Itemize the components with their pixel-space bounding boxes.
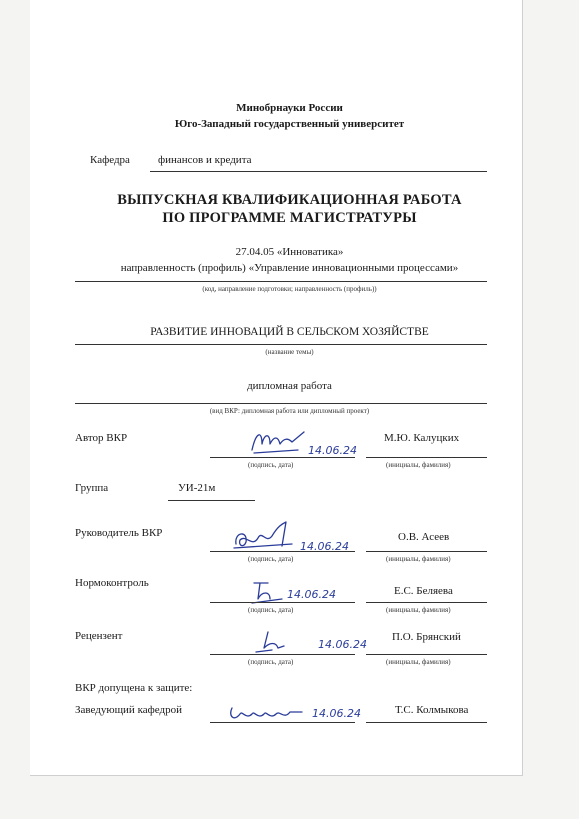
direction-profile: направленность (профиль) «Управление инновационными процессами» bbox=[120, 262, 459, 274]
head-of-department-date: 14.06.24 bbox=[312, 707, 361, 720]
group-underline bbox=[168, 500, 255, 501]
reviewer-name: П.О. Брянский bbox=[392, 631, 461, 643]
supervisor-label: Руководитель ВКР bbox=[75, 527, 163, 539]
reviewer-date: 14.06.24 bbox=[318, 638, 367, 651]
author-signature bbox=[248, 426, 308, 456]
direction-underline bbox=[75, 281, 487, 282]
head-of-department-signature bbox=[226, 698, 310, 728]
norm-control-name-line bbox=[366, 602, 487, 603]
reviewer-sign-caption: (подпись, дата) bbox=[248, 658, 294, 666]
topic-value: РАЗВИТИЕ ИННОВАЦИЙ В СЕЛЬСКОМ ХОЗЯЙСТВЕ bbox=[150, 326, 429, 338]
reviewer-label: Рецензент bbox=[75, 630, 123, 642]
document-title-line1: ВЫПУСКНАЯ КВАЛИФИКАЦИОННАЯ РАБОТА bbox=[117, 192, 462, 208]
author-name: М.Ю. Калуцких bbox=[384, 432, 460, 444]
norm-control-date: 14.06.24 bbox=[287, 588, 336, 601]
supervisor-name-caption: (инициалы, фамилия) bbox=[386, 555, 451, 563]
work-type-value: дипломная работа bbox=[247, 380, 332, 392]
reviewer-sign-line bbox=[210, 654, 355, 655]
norm-control-name-caption: (инициалы, фамилия) bbox=[386, 606, 451, 614]
head-of-department-label: Заведующий кафедрой bbox=[75, 704, 182, 716]
author-label: Автор ВКР bbox=[75, 432, 128, 444]
ministry-name: Минобрнауки России bbox=[236, 102, 343, 114]
university-name: Юго-Западный государственный университет bbox=[174, 118, 405, 130]
head-name-line bbox=[366, 722, 487, 723]
author-date: 14.06.24 bbox=[308, 444, 357, 457]
norm-control-sign-caption: (подпись, дата) bbox=[248, 606, 294, 614]
document-title-line2: ПО ПРОГРАММЕ МАГИСТРАТУРЫ bbox=[162, 210, 417, 226]
author-name-line bbox=[366, 457, 487, 458]
author-sign-caption: (подпись, дата) bbox=[248, 461, 294, 469]
supervisor-sign-caption: (подпись, дата) bbox=[248, 555, 294, 563]
reviewer-name-caption: (инициалы, фамилия) bbox=[386, 658, 451, 666]
supervisor-name-line bbox=[366, 551, 487, 552]
head-sign-line bbox=[210, 722, 355, 723]
work-type-underline bbox=[75, 403, 487, 404]
supervisor-signature bbox=[232, 518, 302, 554]
topic-underline bbox=[75, 344, 487, 345]
norm-control-label: Нормоконтроль bbox=[75, 577, 149, 589]
supervisor-date: 14.06.24 bbox=[300, 540, 349, 553]
head-of-department-name: Т.С. Колмыкова bbox=[395, 704, 469, 716]
author-sign-line bbox=[210, 457, 355, 458]
group-label: Группа bbox=[75, 482, 109, 494]
supervisor-sign-line bbox=[210, 551, 355, 552]
topic-caption: (название темы) bbox=[265, 348, 314, 356]
admission-text: ВКР допущена к защите: bbox=[75, 682, 193, 694]
norm-control-signature bbox=[248, 577, 288, 605]
direction-caption: (код, направление подготовки; направленность (профиль)) bbox=[202, 285, 377, 293]
work-type-caption: (вид ВКР: дипломная работа или дипломный проект) bbox=[209, 407, 370, 415]
department-label: Кафедра bbox=[90, 154, 130, 166]
department-value: финансов и кредита bbox=[158, 154, 252, 166]
supervisor-name: О.В. Асеев bbox=[398, 531, 450, 543]
author-name-caption: (инициалы, фамилия) bbox=[386, 461, 451, 469]
department-underline bbox=[150, 171, 487, 172]
group-value: УИ-21м bbox=[178, 482, 216, 494]
norm-control-sign-line bbox=[210, 602, 355, 603]
reviewer-name-line bbox=[366, 654, 487, 655]
direction-code: 27.04.05 «Инноватика» bbox=[235, 246, 344, 258]
norm-control-name: Е.С. Беляева bbox=[394, 585, 453, 597]
